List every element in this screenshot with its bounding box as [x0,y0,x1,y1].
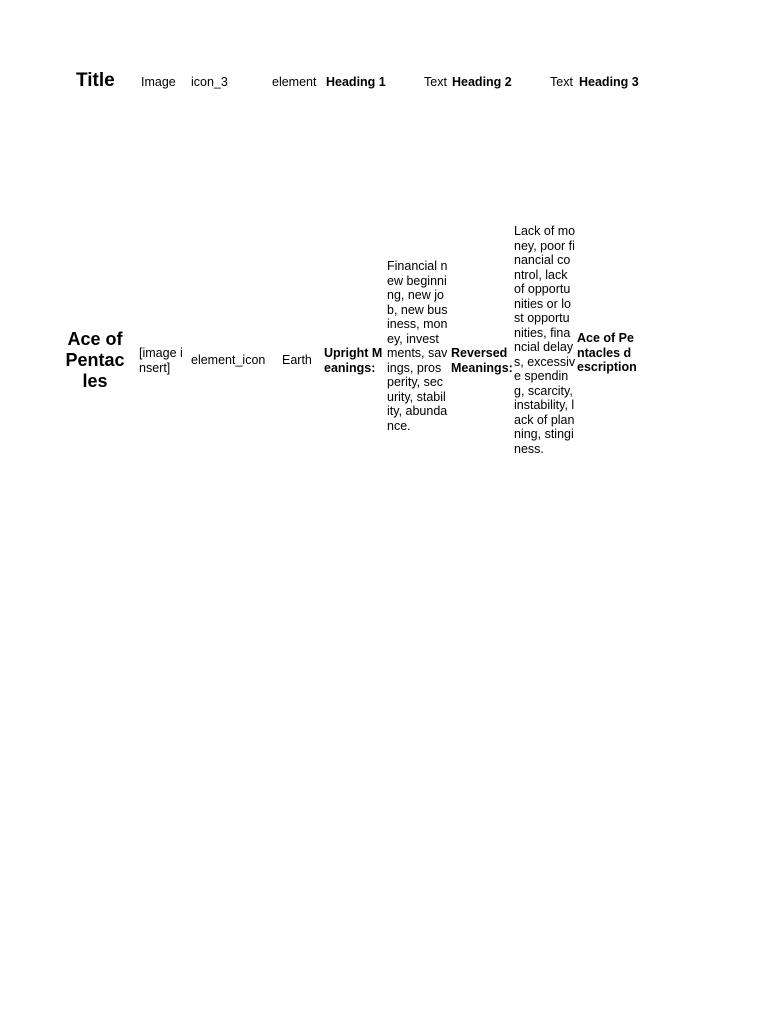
reversed-meanings: Lack of money, poor financial control, lack of opportunities or lost opportunities, financial delays, excessive spending, scarcity, instability, lack of planning, stinginess. [514,224,576,456]
header-heading-2: Heading 2 [452,75,512,89]
upright-meanings: Financial new beginning, new job, new business, money, investments, savings, prosperity, security, stability, abundance. [387,259,448,433]
header-title: Title [76,70,115,91]
reversed-label: Reversed Meanings: [451,346,513,375]
card-image-placeholder: [image insert] [139,346,183,375]
header-heading-1: Heading 1 [326,75,386,89]
header-element: element [272,75,317,89]
card-description: Ace of Pentacles description [577,331,637,374]
card-element: Earth [282,353,312,367]
header-image: Image [141,75,176,89]
card-name: Ace of Pentacles [65,328,125,391]
card-element-icon: element_icon [191,353,266,367]
header-text-2: Text [550,75,573,89]
header-text-1: Text [424,75,447,89]
header-icon: icon_3 [191,75,228,89]
upright-label: Upright Meanings: [324,346,383,375]
header-heading-3: Heading 3 [579,75,639,89]
